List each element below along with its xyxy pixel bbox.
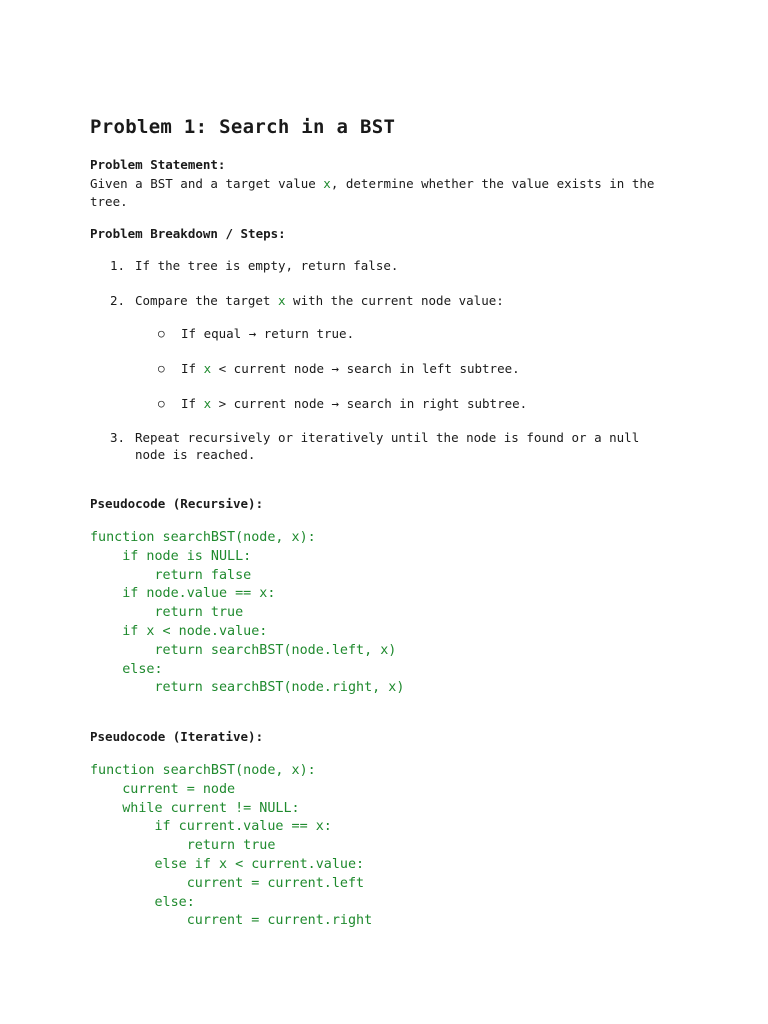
step-2-var: x xyxy=(278,293,286,308)
sub-step-3-text xyxy=(181,396,527,411)
sub-step-2-pre: If xyxy=(181,361,204,376)
step-1-text: If the tree is empty, return false. xyxy=(135,258,399,273)
statement-var: x xyxy=(323,176,331,191)
step-2-text-pre: Compare the target xyxy=(135,293,278,308)
bullet-icon: ○ xyxy=(158,327,165,340)
step-1-number: 1. xyxy=(110,258,126,273)
sub-step-3-var: x xyxy=(203,396,212,411)
statement-text-pre: Given a BST and a target value xyxy=(90,176,324,191)
statement-text xyxy=(90,175,680,211)
sub-step-2-var: x xyxy=(203,361,212,376)
sub-step-3-post: > current node → search in right subtree. xyxy=(211,396,528,411)
sub-step-3-pre: If xyxy=(181,396,204,411)
sub-step-2-post: < current node → search in left subtree. xyxy=(211,361,520,376)
sub-step-2-text xyxy=(181,361,520,376)
recursive-code-block: function searchBST(node, x): if node is NULL: return false if node.value == x: return true if x < node.value: return searchBST(node.left, x) else: return searchBST(node.right, x) xyxy=(90,530,405,696)
step-2-text xyxy=(135,292,655,309)
step-3-text: Repeat recursively or iteratively until the node is found or a null node is reached. xyxy=(135,430,640,462)
breakdown-label: Problem Breakdown / Steps: xyxy=(90,226,286,241)
iterative-label: Pseudocode (Iterative): xyxy=(90,729,264,744)
step-3-number: 3. xyxy=(110,430,126,445)
statement-label: Problem Statement: xyxy=(90,157,226,172)
page-title: Problem 1: Search in a BST xyxy=(90,116,396,138)
bullet-icon: ○ xyxy=(158,362,165,375)
step-2-number: 2. xyxy=(110,293,126,308)
sub-step-1-text: If equal → return true. xyxy=(181,326,355,341)
bullet-icon: ○ xyxy=(158,397,165,410)
statement-text-post: , determine whether the value exists in the tree. xyxy=(90,176,655,209)
iterative-code-block: function searchBST(node, x): current = node while current != NULL: if current.value == x: return true else if x < current.value: current = current.left else: current = current.right xyxy=(90,763,373,929)
step-2-text-post: with the current node value: xyxy=(285,293,504,308)
recursive-label: Pseudocode (Recursive): xyxy=(90,496,264,511)
